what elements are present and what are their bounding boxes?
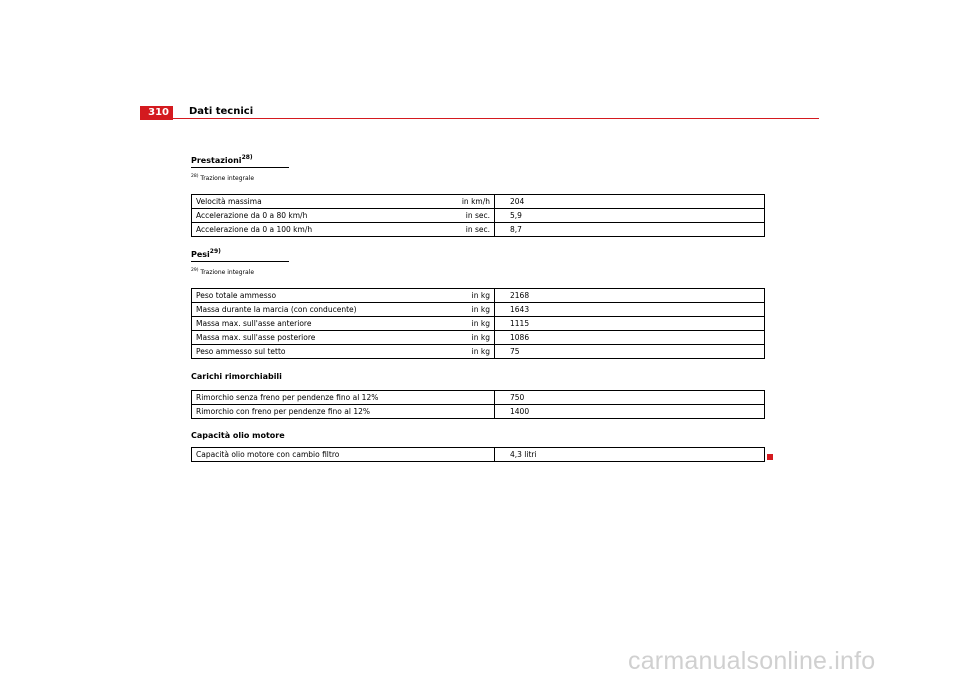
row-unit: in sec. [405,223,495,237]
section-title-prestazioni [191,156,253,166]
row-value: 204 [495,195,765,209]
table-row [192,331,765,345]
page-title: Dati tecnici [189,106,254,117]
table-row [192,317,765,331]
row-value: 2168 [495,289,765,303]
table-olio [191,447,765,462]
table-carichi [191,390,765,419]
row-label: Accelerazione da 0 a 80 km/h [192,209,405,223]
row-label: Accelerazione da 0 a 100 km/h [192,223,405,237]
row-value: 75 [495,345,765,359]
row-label: Massa max. sull'asse anteriore [192,317,405,331]
footnote-number: 28) [191,174,199,179]
row-label: Velocità massima [192,195,405,209]
footnote-text: Trazione integrale [200,269,255,276]
row-label: Peso totale ammesso [192,289,405,303]
row-value: 1086 [495,331,765,345]
footnote-text: Trazione integrale [200,175,255,182]
table-row [192,223,765,237]
row-value: 4,3 litri [495,448,765,462]
footnote-rule [191,167,289,168]
row-value: 1643 [495,303,765,317]
row-value: 750 [495,391,765,405]
footnote-pesi [191,269,254,277]
section-title-text: Prestazioni [191,156,242,165]
section-title-pesi [191,250,221,260]
row-unit: in kg [405,345,495,359]
table-row [192,195,765,209]
table-row [192,303,765,317]
row-unit: in kg [405,303,495,317]
table-row [192,448,765,462]
footnote-prestazioni [191,175,254,183]
row-unit: in km/h [405,195,495,209]
row-value: 5,9 [495,209,765,223]
row-label: Massa max. sull'asse posteriore [192,331,405,345]
row-unit: in kg [405,317,495,331]
row-label: Rimorchio senza freno per pendenze fino al 12% [192,391,495,405]
header-rule [173,118,819,119]
section-title-carichi: Carichi rimorchiabili [191,372,282,381]
table-row [192,289,765,303]
table-row [192,391,765,405]
watermark: carmanualsonline.info [628,647,876,675]
page-header [140,106,819,120]
table-pesi [191,288,765,359]
footnote-ref: 28) [241,154,253,161]
end-of-section-marker [767,454,773,460]
row-label: Rimorchio con freno per pendenze fino al 12% [192,405,495,419]
table-row [192,405,765,419]
table-prestazioni [191,194,765,237]
table-row [192,209,765,223]
row-unit: in kg [405,331,495,345]
table-row [192,345,765,359]
row-unit: in kg [405,289,495,303]
page-number: 310 [140,106,173,120]
row-value: 1115 [495,317,765,331]
row-label: Capacità olio motore con cambio filtro [192,448,495,462]
section-title-olio: Capacità olio motore [191,431,285,440]
row-value: 1400 [495,405,765,419]
row-unit: in sec. [405,209,495,223]
footnote-number: 29) [191,268,199,273]
row-label: Peso ammesso sul tetto [192,345,405,359]
section-title-text: Pesi [191,250,210,259]
footnote-ref: 29) [209,248,221,255]
row-label: Massa durante la marcia (con conducente) [192,303,405,317]
footnote-rule [191,261,289,262]
row-value: 8,7 [495,223,765,237]
